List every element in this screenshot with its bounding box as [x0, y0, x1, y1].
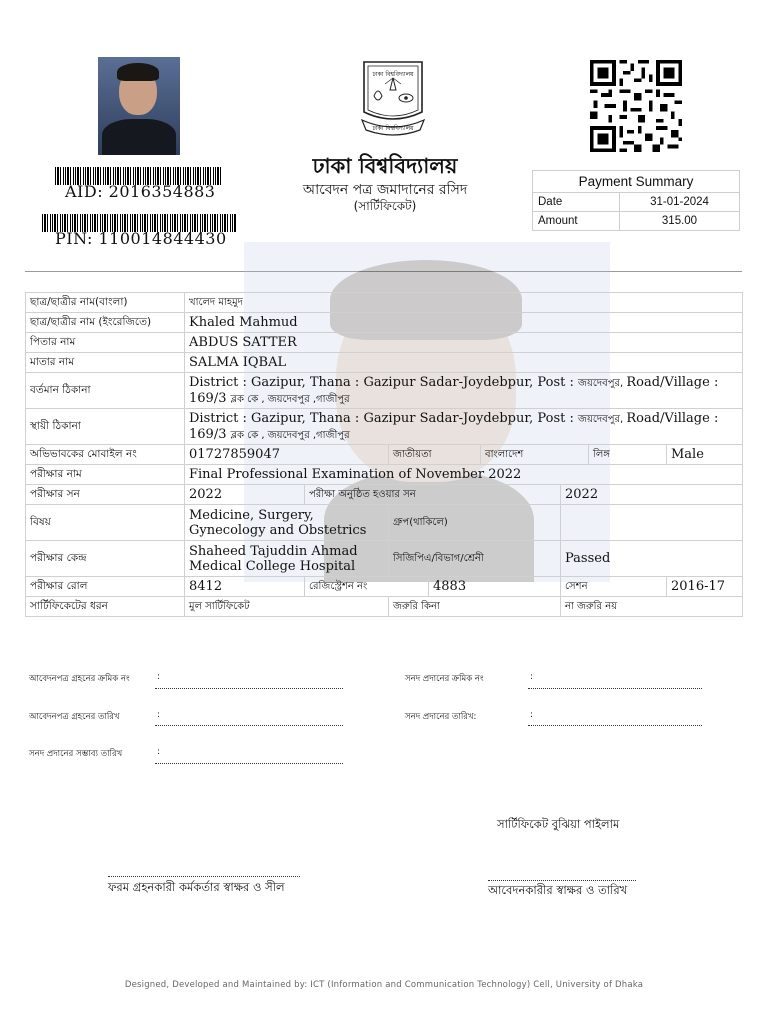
cgpa-label: সিজিপিএ/বিভাগ/শ্রেনী: [389, 541, 561, 577]
app-date-field: [155, 725, 343, 726]
exam-centre-label: পরীক্ষার কেন্দ্র: [26, 541, 185, 577]
nationality-value: বাংলাদেশ: [481, 445, 589, 465]
exam-centre-value: [185, 541, 389, 577]
student-details-table: [25, 292, 743, 617]
payment-amount-value: 315.00: [620, 212, 740, 231]
cert-serial-label: সনদ প্রদানের ক্রমিক নং: [405, 674, 484, 684]
cert-serial-colon: :: [530, 672, 533, 682]
mobile-label: অভিভাবকের মোবাইল নং: [26, 445, 185, 465]
exam-held-value: 2022: [561, 485, 743, 505]
registration-value: 4883: [429, 577, 561, 597]
present-address-part-c: Road/Village : 169/3: [189, 374, 719, 406]
subject-line-1: Medicine, Surgery,: [189, 507, 314, 523]
university-name: ঢাকা বিশ্ববিদ্যালয়: [312, 154, 458, 178]
receipt-subtitle: (সার্টিফিকেট): [353, 199, 417, 213]
permanent-address-label: স্থায়ী ঠিকানা: [26, 409, 185, 445]
permanent-address-part-a: District : Gazipur, Thana : Gazipur Sadar-Joydebpur, Post :: [189, 410, 579, 426]
footer-credit: Designed, Developed and Maintained by: ICT (Information and Communication Technology) Cell, University of Dhaka: [124, 980, 644, 990]
group-value: [561, 505, 743, 541]
present-address-part-d: ব্লক কে , জয়দেবপুর ,গাজীপুর: [230, 393, 350, 405]
mother-value: SALMA IQBAL: [185, 353, 743, 373]
present-address-value: [185, 373, 743, 409]
payment-amount-label: Amount: [533, 212, 620, 231]
present-address-part-a: District : Gazipur, Thana : Gazipur Sadar-Joydebpur, Post :: [189, 374, 579, 390]
name-bn-value: খালেদ মাহমুদ: [185, 293, 743, 313]
exam-name-label: পরীক্ষার নাম: [26, 465, 185, 485]
expected-date-colon: :: [157, 747, 160, 757]
name-bn-label: ছাত্র/ছাত্রীর নাম(বাংলা): [26, 293, 185, 313]
mobile-value: 01727859047: [185, 445, 389, 465]
cert-date-field: [528, 725, 702, 726]
cert-serial-field: [528, 688, 702, 689]
gender-value: Male: [667, 445, 743, 465]
officer-signature-label: ফরম গ্রহনকারী কর্মকর্তার স্বাক্ষর ও সীল: [108, 880, 285, 894]
qr-code-icon: [588, 60, 684, 152]
cert-date-label: সনদ প্রদানের তারিখ:: [405, 712, 477, 722]
expected-date-field: [155, 763, 343, 764]
subject-line-2: Gynecology and Obstetrics: [189, 522, 367, 538]
urgent-value: না জরুরি নয়: [561, 597, 743, 617]
app-date-label: আবেদনপত্র গ্রহনের তারিখ: [29, 712, 120, 722]
present-address-label: বর্তমান ঠিকানা: [26, 373, 185, 409]
university-seal-icon: [358, 56, 428, 138]
name-en-label: ছাত্র/ছাত্রীর নাম (ইংরেজিতে): [26, 313, 185, 333]
app-serial-field: [155, 688, 343, 689]
present-address-part-b: জয়দেবপুর,: [578, 377, 627, 389]
session-label: সেশন: [561, 577, 667, 597]
app-serial-label: আবেদনপত্র গ্রহনের ক্রমিক নং: [29, 674, 130, 684]
seal-top-text: ঢাকা বিশ্ববিদ্যালয়: [372, 71, 414, 78]
roll-value: 8412: [185, 577, 305, 597]
received-certificate-text: সার্টিফিকেট বুঝিয়া পাইলাম: [497, 817, 620, 831]
gender-label: লিঙ্গ: [589, 445, 667, 465]
aid-number: AID: 2016354883: [65, 182, 216, 201]
seal-bottom-text: ঢাকা বিশ্ববিদ্যালয়: [372, 125, 414, 132]
expected-date-label: সনদ প্রদানের সম্ভাব্য তারিখ: [29, 749, 123, 759]
applicant-signature-label: আবেদনকারীর স্বাক্ষর ও তারিখ: [488, 883, 628, 897]
payment-summary: [532, 170, 740, 231]
app-date-colon: :: [157, 710, 160, 720]
app-serial-colon: :: [157, 672, 160, 682]
permanent-address-part-b: জয়দেবপুর,: [578, 413, 627, 425]
permanent-address-part-c: Road/Village : 169/3: [189, 410, 719, 442]
name-en-value: Khaled Mahmud: [185, 313, 743, 333]
group-label: গ্রুপ(থাকিলে): [389, 505, 561, 541]
payment-date-value: 31-01-2024: [620, 193, 740, 212]
exam-year-label: পরীক্ষার সন: [26, 485, 185, 505]
father-label: পিতার নাম: [26, 333, 185, 353]
exam-name-value: Final Professional Examination of November 2022: [185, 465, 743, 485]
payment-date-label: Date: [533, 193, 620, 212]
payment-summary-title: Payment Summary: [533, 171, 740, 193]
session-value: 2016-17: [667, 577, 743, 597]
subject-value: [185, 505, 389, 541]
student-photo: [98, 57, 180, 155]
subject-label: বিষয়: [26, 505, 185, 541]
exam-year-value: 2022: [185, 485, 305, 505]
cert-date-colon: :: [530, 710, 533, 720]
nationality-label: জাতীয়তা: [389, 445, 481, 465]
applicant-signature-line: [488, 880, 636, 881]
centre-line-2: Medical College Hospital: [189, 558, 356, 574]
cgpa-value: Passed: [561, 541, 743, 577]
exam-held-label: পরীক্ষা অনুষ্ঠিত হওয়ার সন: [305, 485, 561, 505]
permanent-address-part-d: ব্লক কে , জয়দেবপুর ,গাজীপুর: [230, 429, 350, 441]
receipt-title: আবেদন পত্র জমাদানের রসিদ: [302, 182, 468, 198]
registration-label: রেজিস্ট্রেশন নং: [305, 577, 429, 597]
roll-label: পরীক্ষার রোল: [26, 577, 185, 597]
urgent-label: জরুরি কিনা: [389, 597, 561, 617]
father-value: ABDUS SATTER: [185, 333, 743, 353]
permanent-address-value: [185, 409, 743, 445]
mother-label: মাতার নাম: [26, 353, 185, 373]
centre-line-1: Shaheed Tajuddin Ahmad: [189, 543, 358, 559]
cert-type-value: মুল সার্টিফিকেট: [185, 597, 389, 617]
officer-signature-line: [108, 876, 300, 877]
pin-number: PIN: 110014844430: [55, 229, 227, 248]
cert-type-label: সার্টিফিকেটের ধরন: [26, 597, 185, 617]
